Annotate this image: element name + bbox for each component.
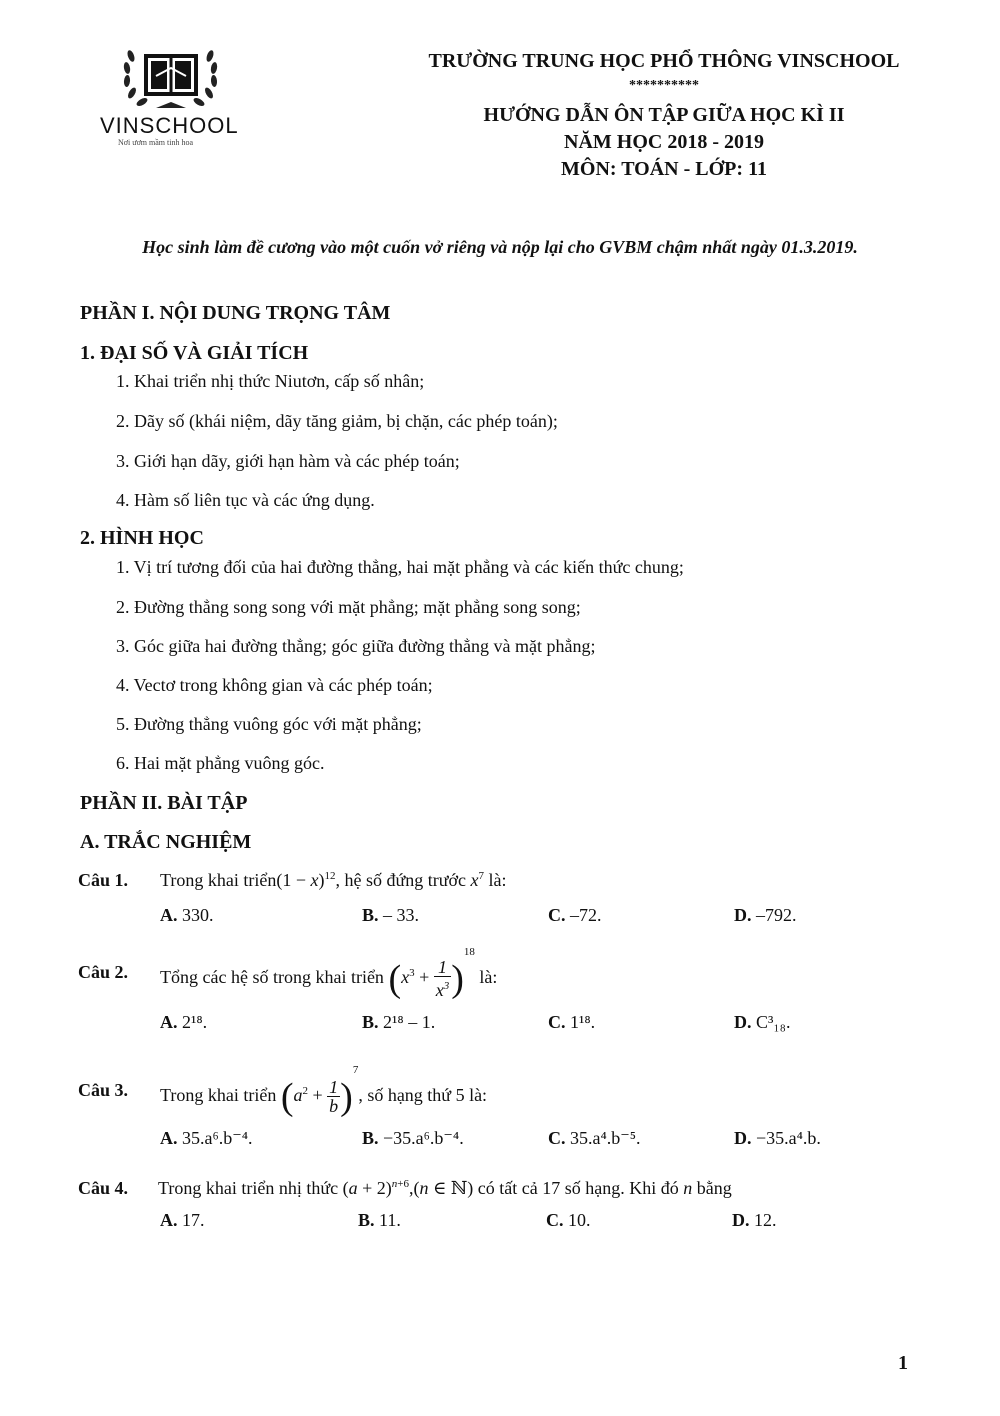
math-expression: $(a + 2)^{n+6},(n$ ∈ ℕ) (342, 1178, 474, 1198)
question-text: Trong khai triển ($a^2$ + $\frac{1}{b}$ )$^7$, số hạng thứ 5 là: (160, 1064, 488, 1118)
geometry-item: 2. Đường thẳng song song với mặt phẳng; mặt phẳng song song; (116, 597, 581, 617)
school-year: NĂM HỌC 2018 - 2019 (564, 131, 764, 153)
option-b: B. 11. (358, 1210, 401, 1230)
question-text: Trong khai triển(1 − x)$^{12}$, hệ số đứng trước $x^7$ là: (160, 870, 507, 890)
option-a: A. 35.a⁶.b⁻⁴. (160, 1128, 253, 1148)
option-c: C. 10. (546, 1210, 591, 1230)
math-expression: ($a^2$ + $\frac{1}{b}$ )$^7$ (280, 1064, 359, 1118)
question-label: Câu 1. (78, 870, 129, 890)
geometry-item: 5. Đường thẳng vuông góc với mặt phẳng; (116, 714, 422, 734)
geometry-item: 1. Vị trí tương đối của hai đường thẳng, hai mặt phẳng và các kiến thức chung; (116, 557, 684, 577)
submission-note: Học sinh làm đề cương vào một cuốn vở riêng và nộp lại cho GVBM chậm nhất ngày 01.3.2019. (142, 237, 858, 257)
section-a-title: A. TRẮC NGHIỆM (80, 831, 252, 853)
option-d: D. −35.a⁴.b. (734, 1128, 821, 1148)
option-d: D. 12. (732, 1210, 777, 1230)
algebra-item: 1. Khai triển nhị thức Niutơn, cấp số nhân; (116, 371, 425, 391)
option-a: A. 17. (160, 1210, 205, 1230)
geometry-title: 2. HÌNH HỌC (80, 527, 204, 549)
geometry-item: 4. Vectơ trong không gian và các phép toán; (116, 675, 433, 695)
part1-title: PHẦN I. NỘI DUNG TRỌNG TÂM (80, 302, 391, 324)
logo-slogan: Nơi ươm mầm tinh hoa (118, 138, 194, 147)
logo-name: VINSCHOOL (100, 113, 239, 138)
option-d: D. C³₁₈. (734, 1012, 791, 1032)
math-expression: $(1 - x)^{12}$ (276, 870, 336, 890)
algebra-title: 1. ĐẠI SỐ VÀ GIẢI TÍCH (80, 342, 309, 364)
option-a: A. 2¹⁸. (160, 1012, 208, 1032)
option-b: B. 2¹⁸ – 1. (362, 1012, 436, 1032)
header-stars: ********** (629, 78, 699, 93)
option-a: A. 330. (160, 905, 214, 925)
question-text: Tổng các hệ số trong khai triển ($x^3$ + $\frac{1}{x^3}$ )$^{18}$ là: (160, 946, 498, 1001)
geometry-item: 3. Góc giữa hai đường thẳng; góc giữa đường thẳng và mặt phẳng; (116, 636, 596, 656)
question-label: Câu 3. (78, 1080, 129, 1100)
part2-title: PHẦN II. BÀI TẬP (80, 792, 248, 814)
option-c: C. –72. (548, 905, 602, 925)
option-c: C. 1¹⁸. (548, 1012, 596, 1032)
question-label: Câu 4. (78, 1178, 129, 1198)
subject-line: MÔN: TOÁN - LỚP: 11 (561, 158, 767, 180)
logo-emblem-icon (96, 36, 256, 116)
math-expression: ($x^3$ + $\frac{1}{x^3}$ )$^{18}$ (388, 946, 475, 1001)
math-expression: x (470, 870, 479, 890)
algebra-item: 4. Hàm số liên tục và các ứng dụng. (116, 490, 375, 510)
document-title: HƯỚNG DẪN ÔN TẬP GIỮA HỌC KÌ II (483, 104, 845, 126)
algebra-item: 3. Giới hạn dãy, giới hạn hàm và các phép toán; (116, 451, 460, 471)
option-d: D. –792. (734, 905, 797, 925)
school-name: TRƯỜNG TRUNG HỌC PHỔ THÔNG VINSCHOOL (428, 50, 900, 72)
page-number: 1 (898, 1352, 908, 1374)
option-c: C. 35.a⁴.b⁻⁵. (548, 1128, 641, 1148)
algebra-item: 2. Dãy số (khái niệm, dãy tăng giảm, bị chặn, các phép toán); (116, 411, 558, 431)
option-b: B. −35.a⁶.b⁻⁴. (362, 1128, 464, 1148)
option-b: B. – 33. (362, 905, 420, 925)
geometry-item: 6. Hai mặt phẳng vuông góc. (116, 753, 325, 773)
question-label: Câu 2. (78, 962, 129, 982)
question-text: Trong khai triển nhị thức $(a + 2)^{n+6},(n$ ∈ ℕ) có tất cả 17 số hạng. Khi đó n bằng (158, 1178, 732, 1198)
